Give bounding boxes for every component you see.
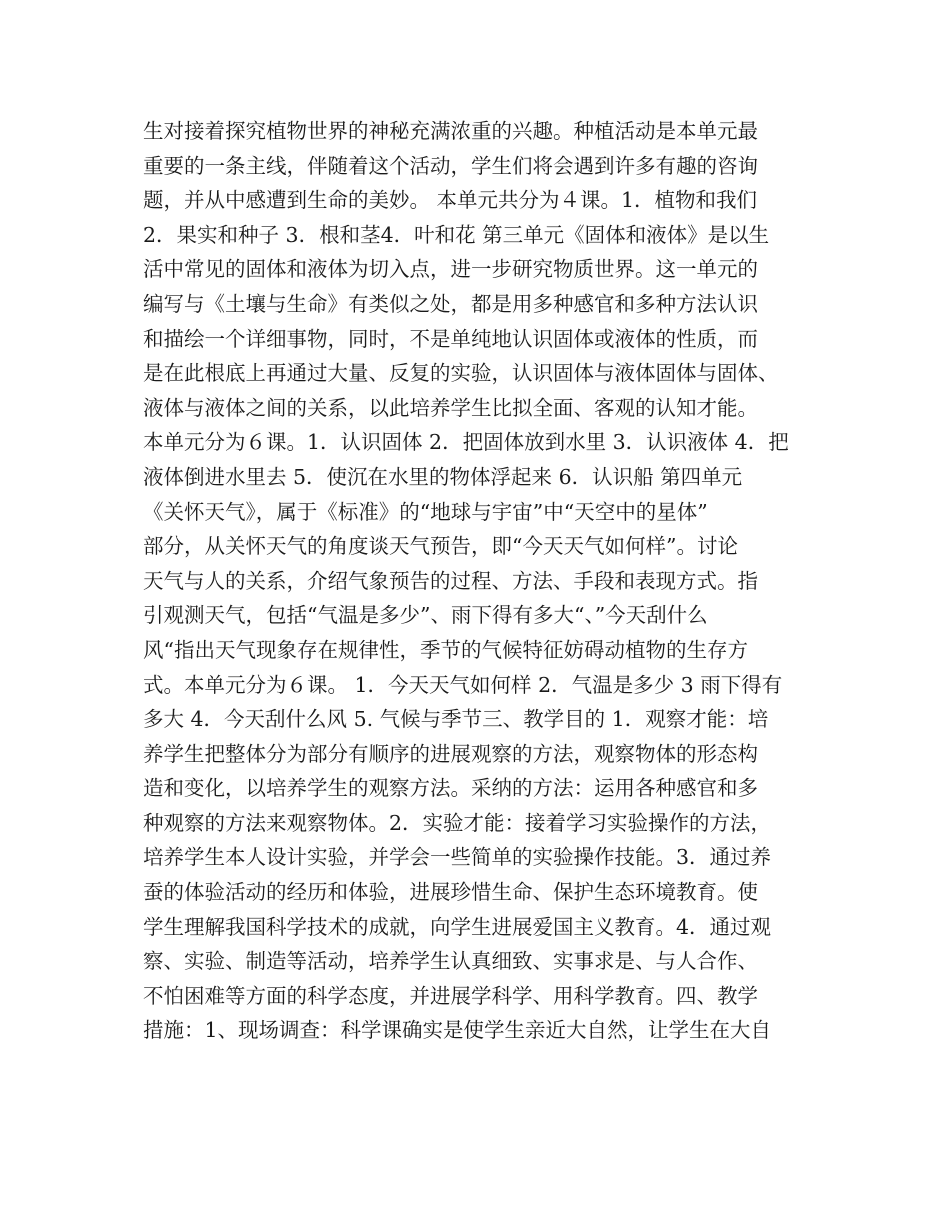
body-text	[143, 114, 813, 1048]
text-line: 部分，从关怀天气的角度谈天气预告，即“今天天气如何样”。讨论	[143, 534, 738, 559]
text-line: 本单元分为６课。1．认识固体 2．把固体放到水里 3．认识液体 4．把	[143, 430, 789, 455]
text-line: 是在此根底上再通过大量、反复的实验，认识固体与液体固体与固体、	[143, 361, 779, 386]
text-line: 蚕的体验活动的经历和体验，进展珍惜生命、保护生态环境教育。使	[143, 880, 758, 905]
text-line: 2．果实和种子 3．根和茎4．叶和花 第三单元《固体和液体》是以生	[143, 222, 770, 247]
text-line: 生对接着探究植物世界的神秘充满浓重的兴趣。种植活动是本单元最	[143, 119, 758, 143]
text-line: 编写与《土壤与生命》有类似之处，都是用多种感官和多种方法认识	[143, 291, 758, 316]
text-line: 培养学生本人设计实验，并学会一些简单的实验操作技能。3．通过养	[143, 845, 772, 870]
text-line: 风“指出天气现象存在规律性，季节的气候特征妨碍动植物的生存方	[143, 637, 748, 662]
text-line: 《关怀天气》，属于《标准》的“地球与宇宙”中“天空中的星体”	[143, 499, 708, 524]
text-line: 液体倒进水里去 5．使沉在水里的物体浮起来 6．认识船 第四单元	[143, 464, 743, 489]
text-line: 种观察的方法来观察物体。2．实验才能：接着学习实验操作的方法，	[143, 810, 772, 835]
text-line: 式。本单元分为６课。 1．今天天气如何样 2．气温是多少 3 雨下得有	[143, 672, 783, 697]
text-line: 措施：1、现场调查：科学课确实是使学生亲近大自然，让学生在大自	[143, 1018, 772, 1043]
text-line: 多大 4．今天刮什么风 5. 气候与季节三、教学目的 1．观察才能：培	[143, 707, 769, 732]
text-line: 养学生把整体分为部分有顺序的进展观察的方法，观察物体的形态构	[143, 741, 758, 766]
text-line: 学生理解我国科学技术的成就，向学生进展爱国主义教育。4．通过观	[143, 914, 772, 939]
text-line: 天气与人的关系，介绍气象预告的过程、方法、手段和表现方式。指	[143, 568, 758, 593]
text-line: 重要的一条主线，伴随着这个活动，学生们将会遇到许多有趣的咨询	[143, 153, 758, 178]
text-line: 察、实验、制造等活动，培养学生认真细致、实事求是、与人合作、	[143, 949, 758, 974]
text-line: 题，并从中感遭到生命的美妙。 本单元共分为４课。1．植物和我们	[143, 188, 758, 213]
text-line: 引观测天气，包括“气温是多少”、雨下得有多大“、”今天刮什么	[143, 603, 708, 628]
text-line: 活中常见的固体和液体为切入点，进一步研究物质世界。这一单元的	[143, 257, 758, 282]
text-line: 造和变化，以培养学生的观察方法。采纳的方法：运用各种感官和多	[143, 776, 758, 801]
text-line: 和描绘一个详细事物，同时，不是单纯地认识固体或液体的性质，而	[143, 326, 758, 351]
text-line: 液体与液体之间的关系，以此培养学生比拟全面、客观的认知才能。	[143, 395, 758, 420]
text-line: 不怕困难等方面的科学态度，并进展学科学、用科学教育。四、教学	[143, 983, 758, 1008]
